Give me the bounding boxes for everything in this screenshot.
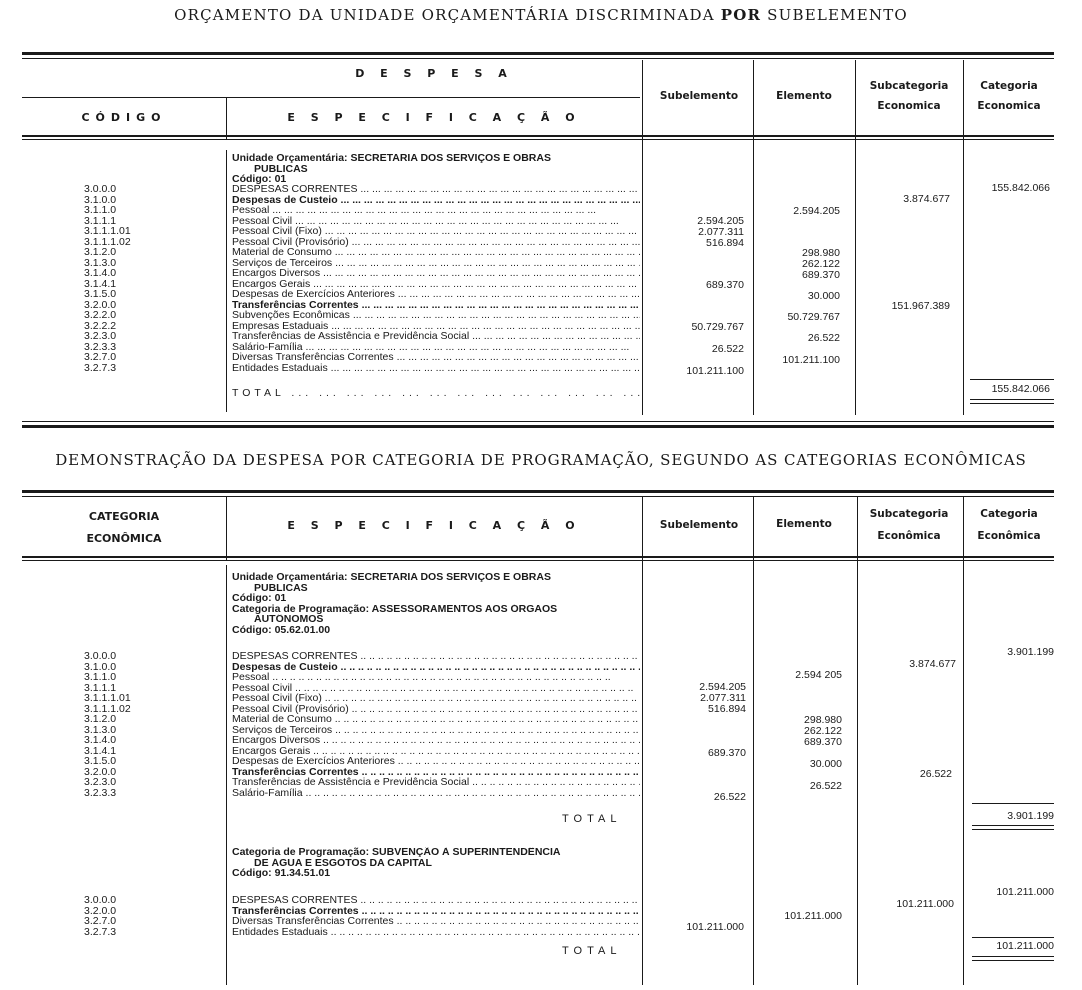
table2-title: DEMONSTRAÇÃO DA DESPESA POR CATEGORIA DE PROGRAMAÇÃO, SEGUNDO AS CATEGORIAS ECONÔMICAS: [55, 451, 1027, 469]
t2-sub-provisorio: 516.894: [708, 703, 746, 715]
t2-subcat-value-3: 101.211.000: [896, 898, 954, 910]
categoria-economica-header: CATEGORIA ECONÔMICA: [86, 510, 162, 545]
t2-subcat-value-2: 26.522: [919, 768, 952, 780]
categoria-header-2: Categoria Econômica: [977, 508, 1041, 542]
t2-categoria-value-2: 101.211.000: [996, 886, 1054, 898]
t1-elem-encargos: 689.370: [802, 269, 840, 281]
t2-elem-assistencia: 26.522: [809, 780, 842, 792]
t2-sub-value-3: 101.211.000: [686, 921, 744, 933]
despesa-header: D E S P E S A: [355, 67, 513, 80]
code-list-3: 3.0.0.0 3.2.0.0 3.2.7.0 3.2.7.3: [84, 894, 117, 938]
t1-subcat-value-2: 151.967.389: [891, 300, 950, 312]
spec-list-3: DESPESAS CORRENTES .. .. Transferências Correntes .. .. Diversas Transferências Correntes .. .. Entidades Estaduais .. ..: [232, 895, 640, 937]
code-list-2: 3.0.0.0 3.1.0.0 3.1.1.0 3.1.1.1 3.1.1.1.01 3.1.1.1.02 3.1.2.0 3.1.3.0 3.1.4.0 3.1.4.1 3.1.5.0 3.2.0.0 3.2.3.0 3.2.3.3: [84, 650, 131, 799]
t1-elem-diversas: 101.211.100: [782, 354, 840, 366]
t2-elem-pessoal: 2.594 205: [795, 669, 842, 681]
t1-sub-fixo: 2.077.311: [698, 226, 744, 238]
t2-elem-material: 298.980: [804, 714, 842, 726]
t2-sub-fixo: 2.077.311: [700, 692, 746, 704]
elemento-header: Elemento: [776, 90, 832, 102]
codigo-header: CÓDIGO: [81, 111, 167, 124]
categoria-header: Categoria Economica: [977, 80, 1041, 112]
code-list-1: 3.0.0.0 3.1.0.0 3.1.1.0 3.1.1.1 3.1.1.1.01 3.1.1.1.02 3.1.2.0 3.1.3.0 3.1.4.0 3.1.4.1 3.1.5.0 3.2.0.0 3.2.2.0 3.2.2.2 3.2.3.0 3.2.3.3 3.2.7.0 3.2.7.3: [84, 183, 131, 374]
unidade-block-2: Unidade Orçamentária: SECRETARIA DOS SERVIÇOS E OBRAS PUBLICAS Código: 01 Categoria de Programação: ASSESSORAMENTOS AOS ÓRGAOS AUTÔNOMOS Código: 05.62.01.00: [232, 572, 558, 635]
spec-list-2: DESPESAS CORRENTES .. .. Despesas de Custeio .. .. Pessoal .. .. Pessoal Civil .. .. Pessoal Civil (Fixo) .. .. Pessoal Civil (Provisório) .. .. Material de Consumo .. .. Serviços de Terceiros .. .. Encargos Diversos .. .. Encargos Gerais .. .. Despesas de Exercícios Anteriores .. .. Transferências Correntes .. .. Transferências de Assistência e Previdência Social .. .. Salário-Família .. ..: [232, 651, 640, 798]
t1-subcat-value-1: 3.874.677: [903, 193, 950, 205]
t1-sub-provisorio: 516.894: [706, 237, 744, 249]
t1-total-row: TOTAL ... .: [232, 388, 640, 399]
t1-elem-anteriores: 30.000: [807, 290, 840, 302]
t2-categoria-value-1: 3.901.199: [1007, 646, 1054, 658]
t2-elem-encargos: 689.370: [804, 736, 842, 748]
t2-total-label-1: TOTAL: [562, 813, 622, 825]
t2-elem-value-3: 101.211.000: [784, 910, 842, 922]
t1-sub-salario: 26.522: [711, 343, 744, 355]
t1-sub-empresas: 50.729.767: [691, 321, 744, 333]
t1-total-value: 155.842.066: [991, 383, 1050, 395]
especificacao-header-2: E S P E C I F I C A Ç Ã O: [287, 519, 581, 532]
t2-elem-anteriores: 30.000: [809, 758, 842, 770]
t1-elem-material: 298.980: [802, 247, 840, 259]
t2-total-value-2: 101.211.000: [996, 940, 1054, 952]
t1-elem-subvencoes: 50.729.767: [787, 311, 840, 323]
t1-sub-encargos-gerais: 689.370: [706, 279, 744, 291]
subcategoria-header-2: Subcategoria Econômica: [869, 508, 949, 542]
t1-sub-pessoal-civil: 2.594.205: [697, 215, 744, 227]
prog-block-2: Categoria de Programação: SUBVENÇÃO À SUPERINTENDÊNCIA DE ÁGUA E ESGOTOS DA CAPITAL Código: 91.34.51.01: [232, 847, 561, 879]
t1-elem-servicos: 262.122: [802, 258, 840, 270]
t1-categoria-value: 155.842.066: [991, 182, 1050, 194]
unidade-block-1: Unidade Orçamentária: SECRETARIA DOS SERVIÇOS E OBRAS PUBLICAS Código: 01: [232, 153, 551, 185]
t2-elem-servicos: 262.122: [804, 725, 842, 737]
especificacao-header: E S P E C I F I C A Ç Ã O: [287, 111, 581, 124]
t1-elem-pessoal: 2.594.205: [793, 205, 840, 217]
t2-sub-salario: 26.522: [713, 791, 746, 803]
t1-sub-entidades: 101.211.100: [686, 365, 744, 377]
subelemento-header: Subelemento: [659, 90, 739, 102]
t2-sub-encargos-gerais: 689.370: [708, 747, 746, 759]
spec-list-1: DESPESAS CORRENTES ... . Despesas de Custeio ... . Pessoal ... . Pessoal Civil ... . Pessoal Civil (Fixo) ... . Pessoal Civil (Provisório) ... . Material de Consumo ... . Serviços de Terceiros ... . Encargos Diversos ... . Encargos Gerais ... . Despesas de Exercícios Anteriores ... . Transferências Correntes ... . Subvenções Econômicas ... . Empresas Estaduais ... . Transferências de Assistência e Previdência Social ... . Salário-Família ... . Diversas Transferências Correntes ... . Entidades Estaduais ... .: [232, 184, 640, 373]
subelemento-header-2: Subelemento: [659, 519, 739, 531]
elemento-header-2: Elemento: [776, 518, 832, 530]
subcategoria-header: Subcategoria Economica: [869, 80, 949, 112]
t2-total-label-2: TOTAL: [562, 945, 622, 957]
t2-total-value-1: 3.901.199: [1007, 810, 1054, 822]
t2-subcat-value-1: 3.874.677: [909, 658, 956, 670]
table1-title: ORÇAMENTO DA UNIDADE ORÇAMENTÁRIA DISCRIMINADA POR SUBELEMENTO: [174, 6, 908, 24]
t2-sub-pessoal-civil: 2.594.205: [699, 681, 746, 693]
t1-elem-assistencia: 26.522: [807, 332, 840, 344]
